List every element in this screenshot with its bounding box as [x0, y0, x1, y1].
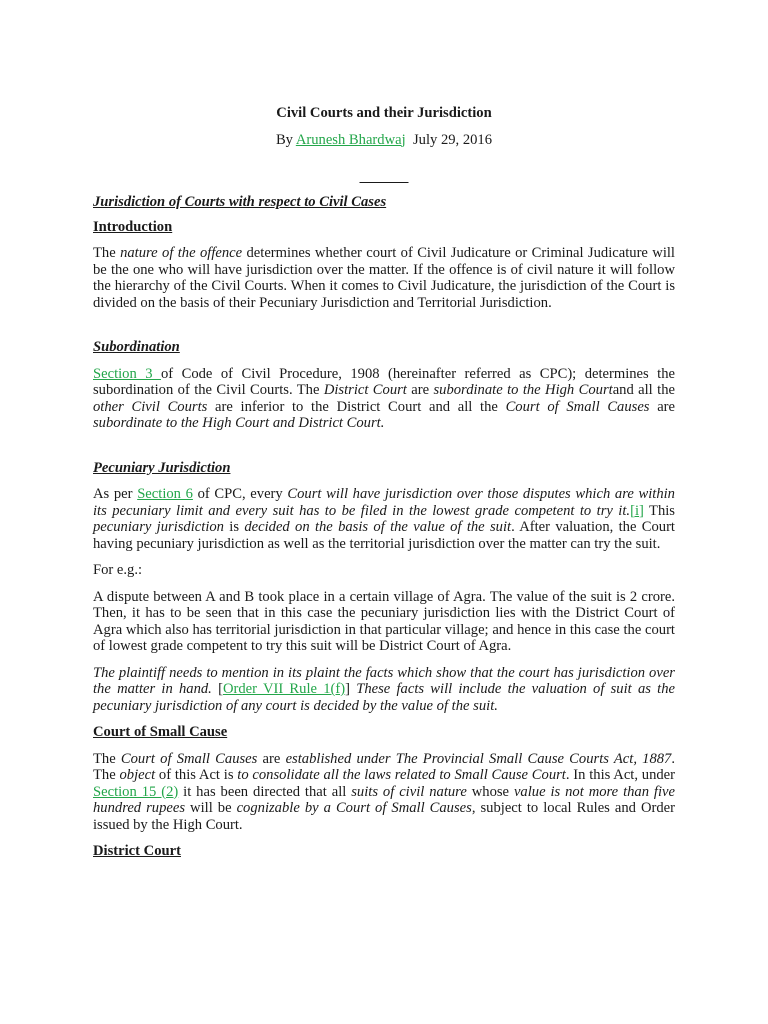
section-6-link[interactable]: Section 6: [137, 486, 193, 502]
separator-line: [93, 169, 675, 186]
page-title: Civil Courts and their Jurisdiction: [276, 105, 492, 121]
subordination-heading: Subordination: [93, 339, 180, 355]
district-court-heading: District Court: [93, 843, 181, 859]
small-cause-paragraph: The Court of Small Causes are established under The Provincial Small Cause Courts Act, 1887. The object of this Act is to consolidate all the laws related to Small Cause Court. In this Act, under Section 15 (2) it has been directed that all suits of civil nature whose value is not more than five hundred rupees will be cognizable by a Court of Small Causes, subject to local Rules and Order issued by the High Court.: [93, 750, 676, 833]
introduction-paragraph: The nature of the offence determines whether court of Civil Judicature or Criminal Judicature will be the one who will have jurisdiction over the matter. If the offence is of civil nature it will follow the hierarchy of the Civil Courts. When it comes to Civil Judicature, the jurisdiction of the Court is divided on the basis of their Pecuniary Jurisdiction and Territorial Jurisdiction.: [93, 245, 675, 311]
byline: [93, 132, 675, 149]
order-vii-link[interactable]: Order VII Rule 1(f): [222, 681, 346, 697]
pecuniary-paragraph: As per Section 6 of CPC, every Court will have jurisdiction over those disputes which are within its pecuniary limit and every suit has to be filed in the lowest grade competent to try it.[i] This pecuniary jurisdiction is decided on the basis of the value of the suit. After valuation, the Court having pecuniary jurisdiction as well as the territorial jurisdiction over the matter can try the suit.: [93, 486, 675, 552]
example-paragraph: A dispute between A and B took place in a certain village of Agra. The value of the suit is 2 crore. Then, it has to be seen that in this case the pecuniary jurisdiction lies with the District Court of Agra which also has territorial jurisdiction in that particular village; and hence in this case the court of lowest grade competent to try this suit will be District Court of Agra.: [93, 588, 675, 654]
section-15-link[interactable]: Section 15 (2): [93, 783, 179, 800]
introduction-heading: Introduction: [93, 218, 173, 235]
subordination-paragraph: Section 3 of Code of Civil Procedure, 1908 (hereinafter referred as CPC); determines the subordination of the Civil Courts. The District Court are subordinate to the High Courtand all the other Civil Courts are inferior to the District Court and all the Court of Small Causes are subordinate to the High Court and District Court.: [93, 365, 676, 431]
section-3-link[interactable]: Section 3: [93, 365, 161, 382]
byline-prefix: By: [275, 131, 296, 148]
publish-date: July 29, 2016: [405, 131, 493, 148]
footnote-i-link[interactable]: [i]: [630, 502, 644, 519]
small-cause-heading: Court of Small Cause: [93, 724, 228, 740]
plaint-paragraph: The plaintiff needs to mention in its plaint the facts which show that the court has jurisdiction over the matter in hand. [Order VII Rule 1(f)] These facts will include the valuation of suit as the pecuniary jurisdiction of any court is decided by the value of the suit.: [93, 664, 675, 714]
pecuniary-heading: Pecuniary Jurisdiction: [93, 459, 231, 476]
author-link[interactable]: Arunesh Bhardwaj: [295, 131, 406, 148]
example-label: For e.g.:: [93, 562, 143, 578]
section-heading: Jurisdiction of Courts with respect to Civil Cases: [93, 194, 387, 210]
